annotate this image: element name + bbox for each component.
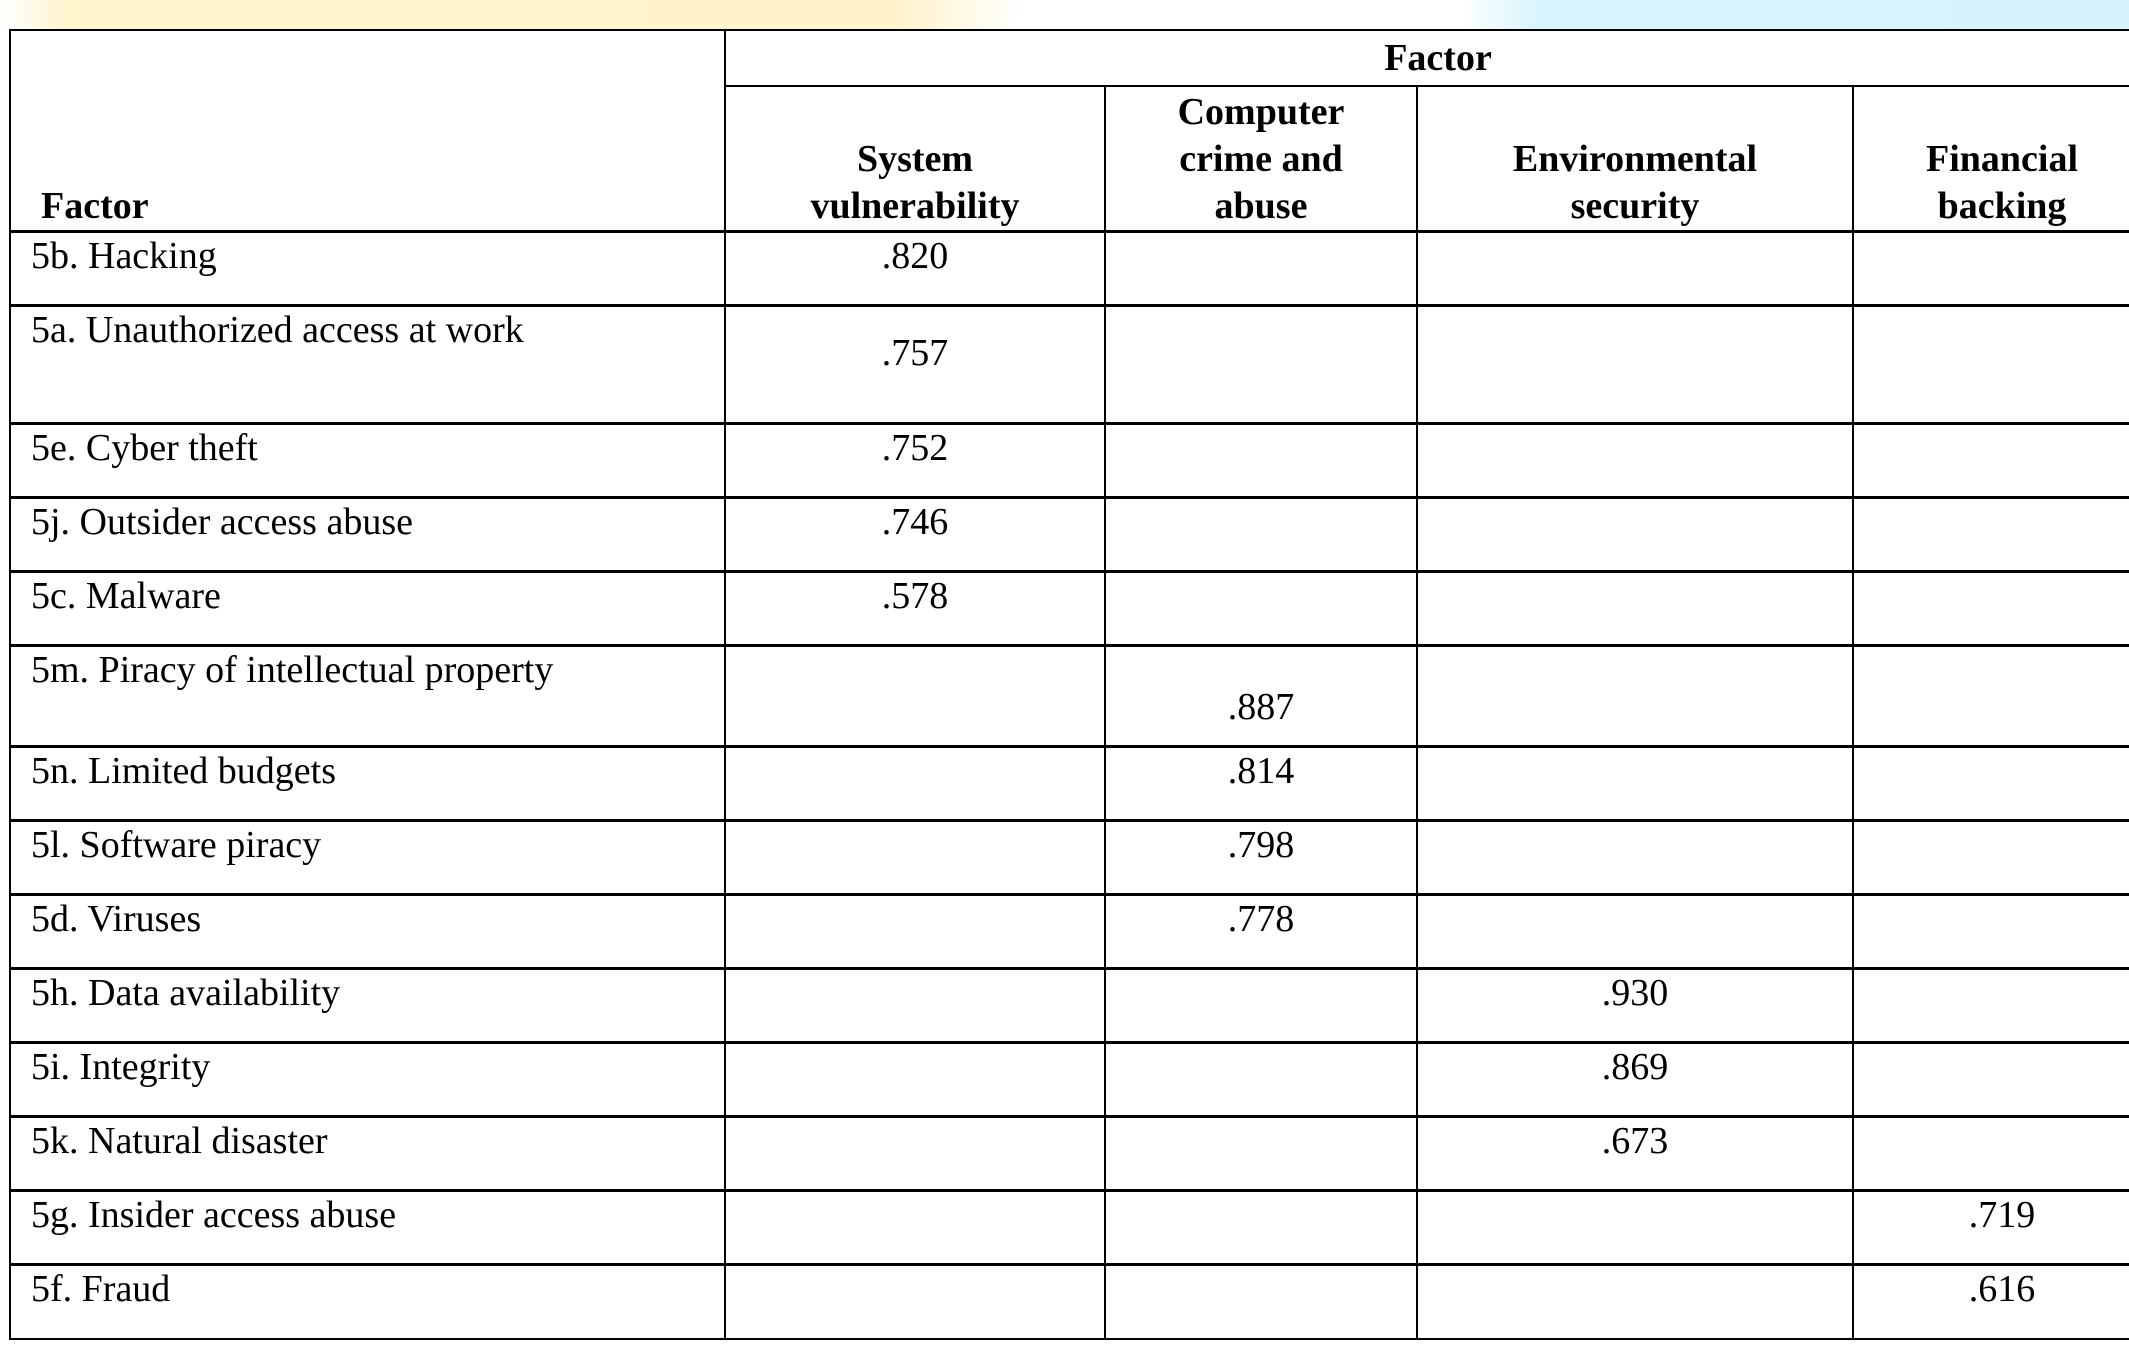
loading-cell bbox=[1853, 1043, 2129, 1117]
item-label: 5k. Natural disaster bbox=[10, 1117, 725, 1191]
loading-cell bbox=[725, 969, 1105, 1043]
loading-cell bbox=[1853, 1117, 2129, 1191]
item-label: 5h. Data availability bbox=[10, 969, 725, 1043]
page-header-band bbox=[0, 0, 2129, 29]
col-header-line: abuse bbox=[1214, 185, 1308, 227]
loading-cell: .673 bbox=[1417, 1117, 1853, 1191]
loading-cell bbox=[1105, 306, 1417, 424]
loading-cell: .719 bbox=[1853, 1191, 2129, 1265]
loading-cell bbox=[1417, 424, 1853, 498]
table-row bbox=[10, 1117, 2129, 1191]
table-row bbox=[10, 646, 2129, 747]
item-label: 5l. Software piracy bbox=[10, 821, 725, 895]
loading-cell bbox=[1853, 969, 2129, 1043]
loading-cell bbox=[1417, 1191, 1853, 1265]
loading-cell bbox=[1853, 572, 2129, 646]
table-row bbox=[10, 1043, 2129, 1117]
loading-cell bbox=[1417, 747, 1853, 821]
loading-cell bbox=[1853, 424, 2129, 498]
item-label: 5g. Insider access abuse bbox=[10, 1191, 725, 1265]
loading-cell: .752 bbox=[725, 424, 1105, 498]
table-row bbox=[10, 1265, 2129, 1339]
loading-cell bbox=[1417, 498, 1853, 572]
col-header-line: vulnerability bbox=[810, 185, 1020, 227]
loading-cell bbox=[1417, 306, 1853, 424]
loading-cell bbox=[725, 1043, 1105, 1117]
item-label: 5a. Unauthorized access at work bbox=[10, 306, 725, 424]
loading-cell: .746 bbox=[725, 498, 1105, 572]
item-label: 5i. Integrity bbox=[10, 1043, 725, 1117]
col-header-line: Environmental bbox=[1512, 138, 1758, 180]
table-row bbox=[10, 424, 2129, 498]
loading-cell bbox=[1105, 232, 1417, 306]
loading-cell bbox=[1853, 232, 2129, 306]
loading-cell bbox=[1105, 1265, 1417, 1339]
table-row bbox=[10, 1191, 2129, 1265]
col-header-computer-crime bbox=[1105, 86, 1417, 232]
col-header-line: System bbox=[856, 138, 974, 180]
col-header-financial-backing bbox=[1853, 86, 2129, 232]
loading-cell bbox=[1417, 232, 1853, 306]
loading-cell: .887 bbox=[1105, 646, 1417, 747]
loading-cell: .820 bbox=[725, 232, 1105, 306]
loading-cell: .798 bbox=[1105, 821, 1417, 895]
loading-cell: .757 bbox=[725, 306, 1105, 424]
loading-cell: .778 bbox=[1105, 895, 1417, 969]
loading-cell bbox=[1105, 1117, 1417, 1191]
factor-loadings-table bbox=[9, 29, 2129, 1340]
loading-cell bbox=[725, 747, 1105, 821]
loading-cell bbox=[1417, 895, 1853, 969]
item-label: 5n. Limited budgets bbox=[10, 747, 725, 821]
item-label: 5e. Cyber theft bbox=[10, 424, 725, 498]
loading-cell bbox=[1417, 1265, 1853, 1339]
col-header-line: Financial bbox=[1926, 138, 2079, 180]
loading-cell bbox=[1417, 572, 1853, 646]
col-header-line: Computer bbox=[1177, 91, 1345, 133]
item-label: 5f. Fraud bbox=[10, 1265, 725, 1339]
loading-cell bbox=[1853, 498, 2129, 572]
loading-cell bbox=[1105, 1191, 1417, 1265]
col-header-line: backing bbox=[1937, 185, 2067, 227]
loading-cell: .869 bbox=[1417, 1043, 1853, 1117]
table-row bbox=[10, 895, 2129, 969]
loading-cell: .814 bbox=[1105, 747, 1417, 821]
table-row bbox=[10, 498, 2129, 572]
loading-cell bbox=[1853, 306, 2129, 424]
col-header-system-vulnerability bbox=[725, 86, 1105, 232]
table-row bbox=[10, 969, 2129, 1043]
loading-cell bbox=[1853, 821, 2129, 895]
loading-cell bbox=[725, 821, 1105, 895]
loading-cell bbox=[1853, 646, 2129, 747]
item-label: 5b. Hacking bbox=[10, 232, 725, 306]
table-row bbox=[10, 306, 2129, 424]
loading-cell bbox=[725, 1117, 1105, 1191]
table-row bbox=[10, 821, 2129, 895]
col-header-line: security bbox=[1570, 185, 1700, 227]
loading-cell bbox=[725, 895, 1105, 969]
row-header-factor: Factor bbox=[10, 30, 725, 232]
loading-cell bbox=[725, 1191, 1105, 1265]
loading-cell bbox=[1105, 498, 1417, 572]
loading-cell bbox=[1105, 1043, 1417, 1117]
col-header-environmental-security bbox=[1417, 86, 1853, 232]
table-row bbox=[10, 747, 2129, 821]
loading-cell bbox=[725, 646, 1105, 747]
loading-cell bbox=[1417, 646, 1853, 747]
loading-cell bbox=[1105, 424, 1417, 498]
table-row bbox=[10, 572, 2129, 646]
loading-cell bbox=[1417, 821, 1853, 895]
loading-cell: .578 bbox=[725, 572, 1105, 646]
loading-cell bbox=[1105, 969, 1417, 1043]
item-label: 5d. Viruses bbox=[10, 895, 725, 969]
loading-cell bbox=[1105, 572, 1417, 646]
table-row bbox=[10, 232, 2129, 306]
item-label: 5j. Outsider access abuse bbox=[10, 498, 725, 572]
loading-cell bbox=[1853, 895, 2129, 969]
group-header-factor: Factor bbox=[725, 30, 2129, 86]
loading-cell bbox=[1853, 747, 2129, 821]
item-label: 5c. Malware bbox=[10, 572, 725, 646]
col-header-line: crime and bbox=[1179, 138, 1343, 180]
loading-cell: .616 bbox=[1853, 1265, 2129, 1339]
loading-cell: .930 bbox=[1417, 969, 1853, 1043]
item-label: 5m. Piracy of intellectual property bbox=[10, 646, 725, 747]
loading-cell bbox=[725, 1265, 1105, 1339]
